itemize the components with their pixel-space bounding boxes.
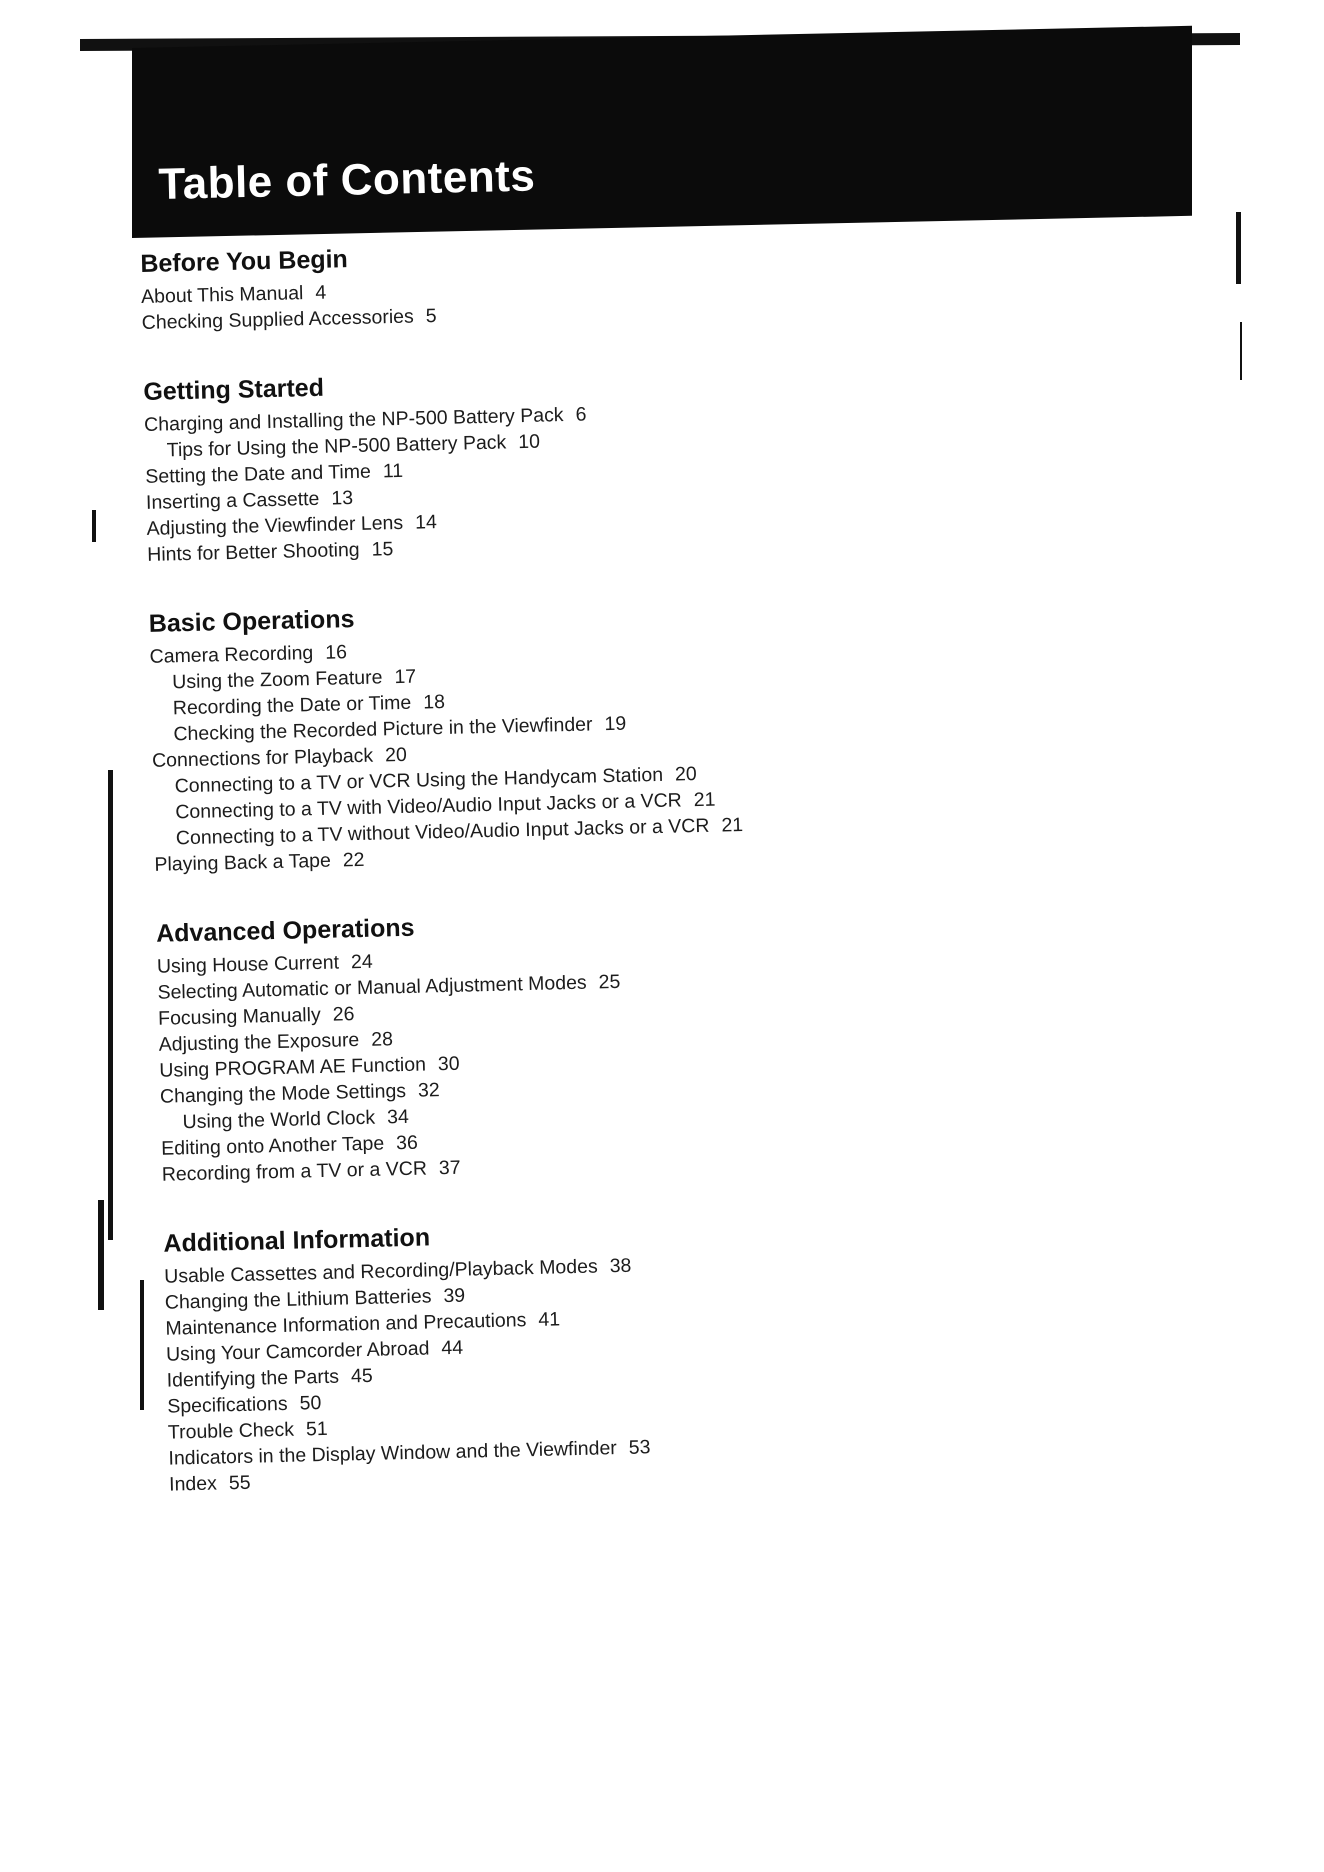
toc-entry-title: Tips for Using the NP-500 Battery Pack — [166, 431, 507, 462]
toc-entry-title: Using House Current — [156, 951, 340, 978]
toc-entry-page: 19 — [604, 712, 627, 736]
toc-entry-page: 16 — [324, 641, 348, 664]
binding-mark — [140, 1280, 144, 1410]
toc-entry-title: Connecting to a TV without Video/Audio Input Jacks or a VCR — [175, 814, 710, 850]
toc-entry-title: Hints for Better Shooting — [146, 538, 360, 566]
toc-entry-page: 51 — [305, 1417, 328, 1441]
toc-entry-title: Specifications — [167, 1392, 288, 1418]
toc-entry-page: 55 — [228, 1471, 251, 1495]
toc-entry-title: Connecting to a TV or VCR Using the Handycam Station — [174, 763, 664, 798]
toc-entry-title: Editing onto Another Tape — [160, 1132, 385, 1160]
toc-entry-page: 5 — [425, 305, 437, 328]
table-of-contents — [140, 227, 1070, 1538]
toc-entry-title: Changing the Mode Settings — [159, 1079, 407, 1108]
section-heading: Additional Information — [163, 1223, 431, 1258]
toc-entry-page: 32 — [417, 1079, 440, 1102]
toc-entry-title: Adjusting the Viewfinder Lens — [146, 511, 404, 540]
toc-entry-page: 17 — [394, 665, 417, 689]
toc-entry-title: Using the World Clock — [182, 1106, 376, 1134]
toc-entry-title: Checking the Recorded Picture in the Viewfinder — [173, 713, 593, 746]
toc-entry-title: Camera Recording — [149, 642, 314, 668]
toc-entry-page: 24 — [350, 950, 373, 974]
toc-entry-title: Using Your Camcorder Abroad — [165, 1337, 430, 1366]
toc-entry-title: Playing Back a Tape — [154, 849, 332, 876]
toc-entry-page: 18 — [422, 690, 446, 714]
toc-entry-page: 50 — [299, 1392, 322, 1415]
toc-entry-page: 4 — [315, 281, 327, 304]
toc-entry-page: 38 — [609, 1254, 632, 1278]
toc-entry-title: Usable Cassettes and Recording/Playback Modes — [163, 1255, 598, 1288]
toc-entry-page: 37 — [438, 1156, 461, 1180]
binding-mark — [92, 510, 96, 542]
toc-entry-title: Adjusting the Exposure — [158, 1029, 360, 1056]
toc-section — [148, 587, 1054, 878]
toc-entry-page: 20 — [384, 743, 408, 767]
toc-entry-page: 21 — [721, 813, 744, 837]
toc-entry-title: About This Manual — [140, 282, 304, 308]
toc-entry-page: 22 — [342, 848, 365, 872]
toc-entry-title: Setting the Date and Time — [145, 460, 372, 488]
toc-entry-title: Indicators in the Display Window and the Viewfinder — [168, 1437, 618, 1470]
toc-entry-title: Inserting a Cassette — [145, 487, 320, 514]
section-heading: Basic Operations — [148, 605, 355, 638]
toc-entry-title: Recording from a TV or a VCR — [161, 1157, 428, 1186]
toc-entry-title: Using PROGRAM AE Function — [159, 1053, 427, 1082]
page-title: Table of Contents — [158, 151, 536, 209]
toc-entry-title: Selecting Automatic or Manual Adjustment Modes — [157, 971, 587, 1004]
toc-entry-page: 36 — [395, 1131, 419, 1155]
toc-entry-page: 45 — [350, 1364, 373, 1388]
toc-entry-page: 10 — [518, 430, 541, 454]
section-heading: Before You Begin — [140, 245, 349, 278]
toc-entry-page: 39 — [443, 1284, 466, 1308]
toc-entry-title: Identifying the Parts — [166, 1365, 340, 1392]
toc-entry-page: 11 — [382, 459, 404, 483]
toc-entry-page: 21 — [693, 788, 716, 812]
toc-entry-page: 28 — [371, 1028, 394, 1051]
toc-entry-title: Checking Supplied Accessories — [141, 305, 415, 334]
toc-entry-title: Connecting to a TV with Video/Audio Input Jacks or a VCR — [175, 789, 682, 824]
toc-entry-title: Charging and Installing the NP-500 Battery Pack — [143, 404, 564, 436]
toc-entry-title: Using the Zoom Feature — [171, 666, 383, 694]
toc-entry-page: 14 — [414, 511, 438, 534]
toc-entry-page: 26 — [332, 1003, 355, 1026]
toc-entry-page: 41 — [538, 1308, 561, 1331]
toc-entry-page: 6 — [575, 403, 587, 426]
toc-entry-title: Recording the Date or Time — [172, 691, 412, 720]
toc-entry-page: 53 — [628, 1436, 651, 1459]
binding-mark — [1236, 212, 1241, 284]
section-heading: Getting Started — [143, 373, 325, 406]
toc-section — [163, 1207, 1069, 1498]
toc-entry-page: 15 — [371, 538, 394, 561]
toc-entry-page: 13 — [331, 487, 354, 510]
toc-entry-page: 34 — [386, 1105, 410, 1129]
toc-entry-title: Maintenance Information and Precautions — [165, 1309, 527, 1340]
toc-entry-title: Focusing Manually — [157, 1003, 321, 1030]
binding-mark — [98, 1200, 104, 1310]
toc-entry-title: Trouble Check — [167, 1418, 295, 1444]
toc-entry-page: 44 — [441, 1336, 464, 1360]
toc-section — [140, 227, 1042, 336]
toc-entry-page: 25 — [598, 970, 621, 994]
toc-entry-title: Changing the Lithium Batteries — [164, 1285, 432, 1314]
toc-section — [156, 897, 1062, 1188]
toc-entry-page: 30 — [437, 1052, 460, 1076]
toc-entry-title: Index — [168, 1472, 218, 1496]
binding-mark — [1240, 322, 1242, 380]
toc-entry-title: Connections for Playback — [151, 744, 374, 772]
toc-entry-page: 20 — [674, 763, 697, 786]
section-heading: Advanced Operations — [155, 913, 415, 948]
binding-mark — [108, 770, 113, 1240]
toc-section — [143, 355, 1047, 568]
